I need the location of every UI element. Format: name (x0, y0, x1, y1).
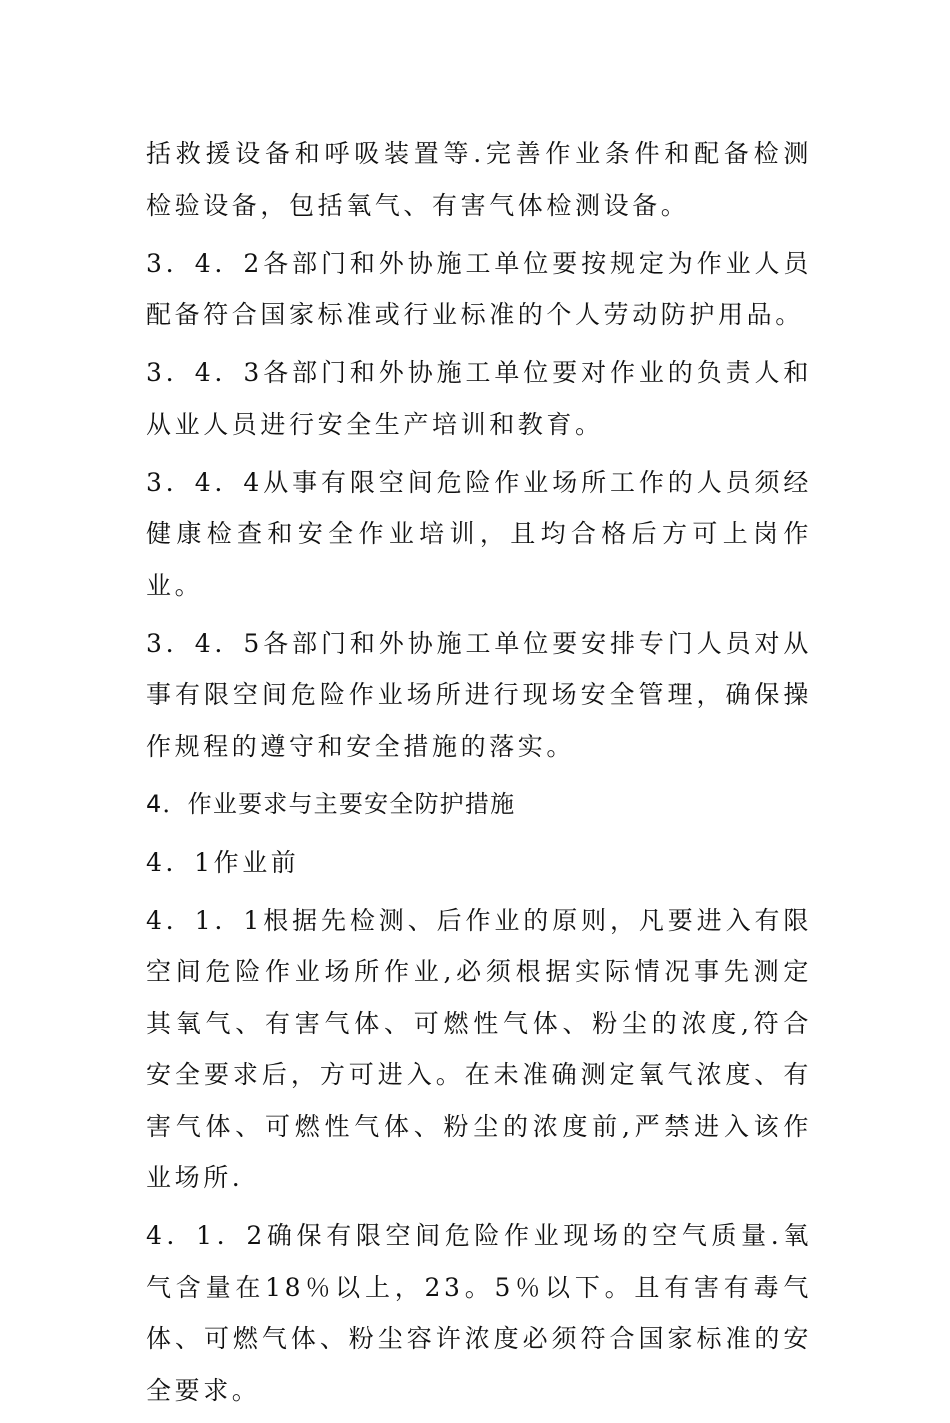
subheading-4-1: 4．1作业前 (146, 847, 300, 877)
paragraph-4-1-2: 4．1．2确保有限空间危险作业现场的空气质量.氧气含量在18％以上，23。5％以下。且有害有毒气体、可燃气体、粉尘容许浓度必须符合国家标准的安全要求。 (146, 1221, 812, 1405)
paragraph-4-1-1: 4．1．1根据先检测、后作业的原则，凡要进入有限空间危险作业场所作业,必须根据实际情况事先测定其氧气、有害气体、可燃性气体、粉尘的浓度,符合安全要求后，方可进入。在未准确测定氧气浓度、有害气体、可燃性气体、粉尘的浓度前,严禁进入该作业场所. (146, 905, 812, 1192)
paragraph-3-4-4: 3．4．4从事有限空间危险作业场所工作的人员须经健康检查和安全作业培训，且均合格后方可上岗作业。 (146, 467, 812, 600)
paragraph-3-4-2: 3．4．2各部门和外协施工单位要按规定为作业人员配备符合国家标准或行业标准的个人劳动防护用品。 (146, 248, 812, 329)
paragraph-3-4-3: 3．4．3各部门和外协施工单位要对作业的负责人和从业人员进行安全生产培训和教育。 (146, 358, 812, 439)
paragraph-3-4-5: 3．4．5各部门和外协施工单位要安排专门人员对从事有限空间危险作业场所进行现场安全管理，确保操作规程的遵守和安全措施的落实。 (146, 628, 812, 761)
document-body (146, 128, 812, 1423)
paragraph-rescue-equipment: 括救援设备和呼吸装置等.完善作业条件和配备检测检验设备，包括氧气、有害气体检测设备。 (146, 139, 812, 220)
section-heading-4: 4．作业要求与主要安全防护措施 (146, 789, 516, 818)
